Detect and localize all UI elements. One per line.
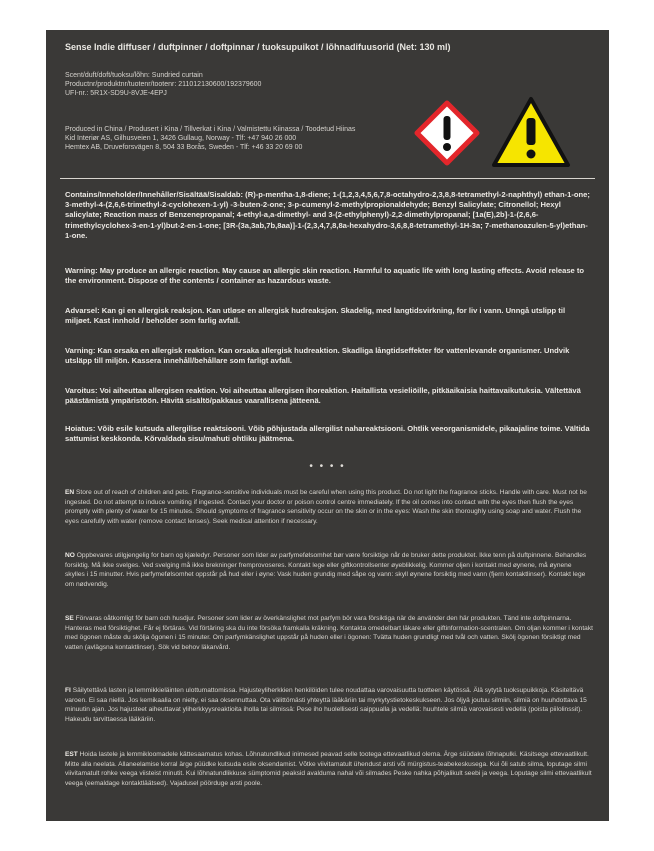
lang-code: FI	[65, 687, 71, 694]
ghs-exclamation-icon	[414, 100, 480, 166]
instructions-text: Store out of reach of children and pets. Fragrance-sensitive individuals must be careful when using this product. Do not light the fragrance sticks. Handle with care. Must not be ingested. Do not attempt to induce vomiting if ingested. Contact your doctor or poison control centre immediately. If the oil comes into contact with the eyes then flush the eyes promptly with plenty of water for 15 minutes. Should symptoms of fragrance sensitivity occur on the skin or in the eyes: Wash the skin thoroughly using soap and water. Flush the eyes carefully with water (remove contact lenses). Seek medical attention if necessary.	[65, 489, 587, 525]
warning-triangle-icon	[491, 96, 571, 168]
instructions-se	[65, 614, 593, 652]
warning-no: Advarsel: Kan gi en allergisk reaksjon. Kan utløse en allergisk hudreaksjon. Skadelig, med langtidsvirkning, for liv i vann. Unngå utslipp til miljøet. Kast innhold / beholder som farlig avfall.	[65, 306, 566, 326]
lang-code: EST	[65, 751, 78, 758]
instructions-no	[65, 551, 593, 589]
ingredients-text: Contains/Inneholder/Innehåller/Sisältää/Sisaldab: (R)-p-mentha-1,8-diene; 1-(1,2,3,4,5,6,7,8-octahydro-2,3,8,8-tetramethyl-2-naphthyl) ethan-1-one; 3-methyl-4-(2,6,6-trimethyl-2-cyclohexen-1-yl) -3-buten-2-one; 3-p-cumenyl-2-methylpropionaldehyde; Benzyl Salicylate; Citronellol; Hexyl salicylate; Reaction mass of Benzenepropanal; 4-ethyl-a,a-dimethyl- and 3-(2-ethylphenyl)-2,2-dimethylpropanal; [1a(E),2b]-1-(2,6,6- trimethylcyclohex-3-en-1-yl)but-2-en-1-one; [3R-(3a,3ab,7b,8aa)]-1-(2,3,4,7,8,8a-hexahydro-3,6,8,8-tetramethyl-1H-3a; 7-methanoazulen-5-yl)ethan-1-one.	[65, 190, 590, 240]
ufi-line: UFI-nr.: 5R1X-SD9U-8VJE-4EPJ	[65, 90, 167, 97]
warning-fi: Varoitus: Voi aiheuttaa allergisen reaktion. Voi aiheuttaa allergisen ihoreaktion. Haitallista vesieliöille, pitkäaikaisia haittavaikutuksia. Vältettävä päästämistä ympäristöön. Hävitä sisältö/pakkaus vaarallisena jätteenä.	[65, 386, 581, 406]
company-line-1: Kid Interiør AS, Gilhusveien 1, 3426 Gullaug, Norway - Tlf: +47 940 26 000	[65, 135, 297, 142]
instructions-text: Hoida lastele ja lemmikloomadele kättesaamatus kohas. Lõhnatundlikud inimesed peavad selle tootega ettevaatlikud olema. Ärge süüdake lõhnapulki. Käsitsege ettevaatlikult. Mitte alla neelata. Allaneelamise korral ärge püüdke kutsuda esile oksendamist. Võtke viivitamatult ühendust arsti või mürgistus-teabekeskusega. Kui õli satub silma, loputage silmi viivitamatult rohke veega viisteist minutit. Kui lõhnatundlikkuse sümptomid peaksid avalduma nahal või silmades Peske nahka põhjalikult seebi ja veega. Loputage silmi ettevaatlikult veega (eemaldage kontaktläätsed). Vajadusel pöörduge arsti poole.	[65, 751, 592, 787]
company-line-2: Hemtex AB, Druveforsvägen 8, 504 33 Borås, Sweden - Tlf: +46 33 20 69 00	[65, 144, 303, 151]
warning-se: Varning: Kan orsaka en allergisk reaktion. Kan orsaka allergisk hudreaktion. Skadliga långtidseffekter för vattenlevande organismer. Undvik utsläpp till miljön. Kassera innehåll/behållare som farligt avfall.	[65, 346, 570, 366]
scent-line: Scent/duft/doft/tuoksu/lõhn: Sundried curtain	[65, 72, 203, 79]
instructions-est	[65, 750, 593, 788]
warning-en: Warning: May produce an allergic reaction. May cause an allergic skin reaction. Harmful to aquatic life with long lasting effects. Avoid release to the environment. Dispose of the contents / container as hazardous waste.	[65, 266, 585, 286]
instructions-en	[65, 488, 593, 526]
product-title: Sense Indie diffuser / duftpinner / doftpinnar / tuoksupuikot / lõhnadifuusorid (Net: 130 ml)	[65, 42, 451, 52]
instructions-text: Säilytettävä lasten ja lemmikkieläinten ulottumattomissa. Hajusteyliherkkien henkilöiden tulee noudattaa varovaisuutta tuotteen käytössä. Älä sytytä tuoksupuikkoja. Käsiteltävä varoen. Ei saa niellä. Jos kemikaalia on nielty, ei saa oksennuttaa. Ota välittömästi yhteyttä lääkäriin tai myrkytystietokeskukseen. Jos öljyä joutuu silmiin, silmiä on huuhdottava 15 minuutin ajan. Jos hajusteet aiheuttavat yliherkkyysreaktioita iholla tai silmissä: Pese iho huolellisesti saippualla ja vedellä: huuhtele silmiä varovaisesti vedellä (poista piilolinssit). Hakeudu tarvittaessa lääkäriin.	[65, 687, 587, 723]
product-info	[65, 71, 455, 98]
divider	[60, 178, 595, 179]
origin-line: Produced in China / Produsert i Kina / Tillverkat i Kina / Valmistettu Kiinassa / Toodetud Hiinas	[65, 126, 356, 133]
warning-est: Hoiatus: Võib esile kutsuda allergilise reaktsiooni. Võib põhjustada allergilist nahareaktsiooni. Ohtlik veeorganismidele, pikaajaline toime. Vältida sattumist keskkonda. Kõrvaldada sisu/mahuti ohtliku jäätmena.	[65, 424, 590, 444]
lang-code: SE	[65, 615, 74, 622]
product-number-line: Productnr/produktnr/tuotenr/tootenr: 211012130600/192379600	[65, 81, 262, 88]
instructions-text: Förvaras oåtkomligt för barn och husdjur. Personer som lider av överkänslighet mot parfym bör vara försiktiga när de använder den här produkten. Tänd inte doftpinnarna. Hanteras med försiktighet. Får ej förtäras. Vid förtäring ska du inte försöka framkalla kräkning. Kontakta omedelbart läkare eller giftinformation-scentralen. Om oljan kommer i kontakt med ögonen måste du skölja ögonen i 15 minuter. Om parfymkänslighet uppstår på huden eller i ögonen: Tvätta huden grundligt med tvål och vatten. Skölj ögonen försiktigt med vatten (avlägsna kontaktlinser). Sök vid behov läkarvård.	[65, 615, 593, 651]
lang-code: NO	[65, 552, 75, 559]
product-label	[46, 30, 609, 821]
separator-dots: • • • •	[309, 461, 346, 472]
origin-info	[65, 125, 455, 152]
lang-code: EN	[65, 489, 75, 496]
instructions-text: Oppbevares utilgjengelig for barn og kjæledyr. Personer som lider av parfymefølsomhet bør være forsiktige når de bruker dette produktet. Ikke tenn på duftpinnene. Behandles forsiktig. Må ikke svelges. Ved svelging må ikke brekninger fremprovoseres. Kontakt lege eller giftkontrollsenter øyeblikkelig. Kommer oljen i kontakt med øynene, må øynene skylles i 15 minutter. Hvis parfymefølsomhet oppstår på hud eller i øyne: Vask huden grundig med såpe og vann: skyll øynene forsiktig med vann (fjern kontaktlinser). Kontakt lege om nødvendig.	[65, 552, 587, 588]
instructions-fi	[65, 686, 593, 724]
